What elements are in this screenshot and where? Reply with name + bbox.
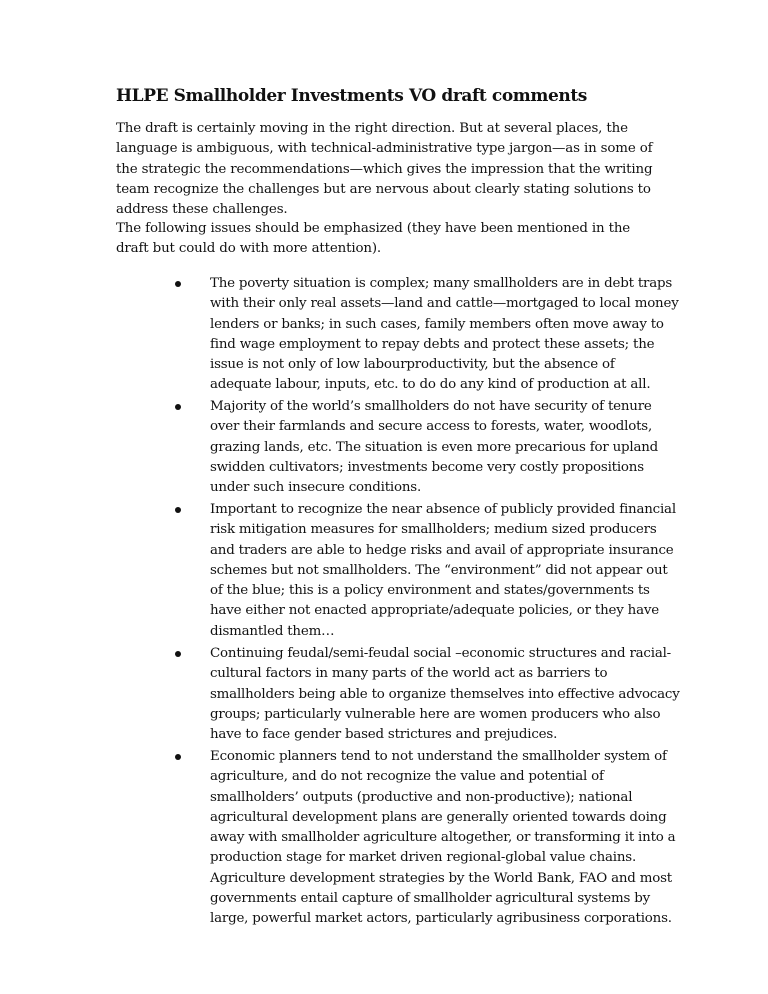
list-item-text: Important to recognize the near absence of publicly provided financial risk mitigation measures for smallholders; medium sized producers and traders are able to hedge risks and avail of appropriate insurance schemes but not smallholders. The “environment” did not appear out of the blue; this is a policy environment and states/governments ts have either not enacted appropriate/adequate policies, or they have dismantled them… (210, 502, 676, 639)
document-title: HLPE Smallholder Investments VO draft comments (116, 86, 587, 106)
bullet-icon (175, 281, 181, 287)
list-item-text: Continuing feudal/semi-feudal social –economic structures and racial-cultural factors in many parts of the world act as barriers to smallholders being able to organize themselves into effective advocacy groups; particularly vulnerable here are women producers who also have to face gender based strictures and prejudices. (210, 646, 680, 743)
list-item-text: The poverty situation is complex; many smallholders are in debt traps with their only real assets—land and cattle—mortgaged to local money lenders or banks; in such cases, family members often move away to find wage employment to repay debts and protect these assets; the issue is not only of low labourproductivity, but the absence of adequate labour, inputs, etc. to do do any kind of production at all. (210, 276, 679, 393)
bullet-icon (175, 651, 181, 657)
list-item-text: Majority of the world’s smallholders do not have security of tenure over their farmlands and secure access to forests, water, woodlots, grazing lands, etc. The situation is even more precarious for upland swidden cultivators; investments become very costly propositions under such insecure conditions. (210, 399, 659, 496)
intro-paragraph: The draft is certainly moving in the right direction. But at several places, the language is ambiguous, with technical-administrative type jargon—as in some of the strategic the recommendations—which gives the impression that the writing team recognize the challenges but are nervous about clearly stating solutions to address these challenges. (116, 121, 653, 218)
bullet-icon (175, 507, 181, 513)
list-item-text: Economic planners tend to not understand the smallholder system of agriculture, and do not recognize the value and potential of smallholders’ outputs (productive and non-productive); national agricultural development plans are generally oriented towards doing away with smallholder agriculture altogether, or transforming it into a production stage for market driven regional-global value chains. Agriculture development strategies by the World Bank, FAO and most governments entail capture of smallholder agricultural systems by large, powerful market actors, particularly agribusiness corporations. (210, 749, 676, 927)
bullet-icon (175, 404, 181, 410)
bullet-icon (175, 754, 181, 760)
issues-lead-paragraph: The following issues should be emphasized (they have been mentioned in the draft but could do with more attention). (116, 221, 631, 257)
